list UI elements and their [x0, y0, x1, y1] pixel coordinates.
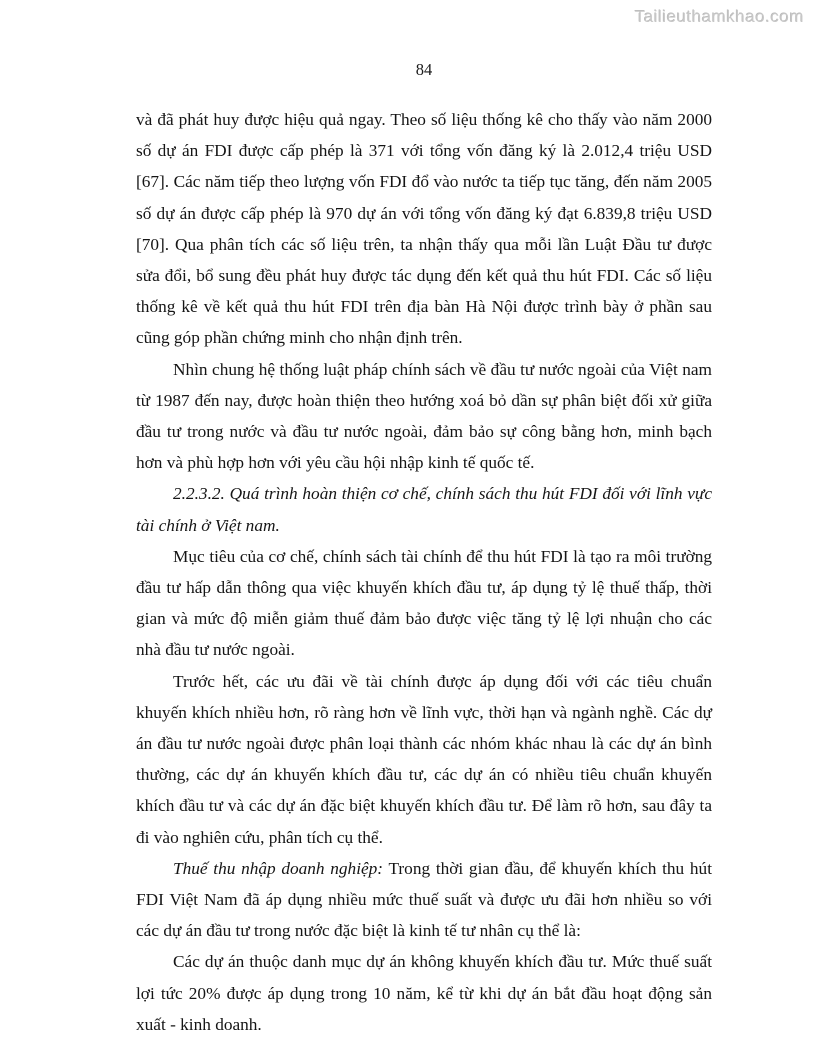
paragraph-legal-system-overview: Nhìn chung hệ thống luật pháp chính sách về đầu tư nước ngoài của Việt nam từ 1987 đến nay, được hoàn thiện theo hướng xoá bỏ dần sự phân biệt đối xử giữa đầu tư trong nước và đầu tư nước ngoài, đảm bảo sự công bằng hơn, minh bạch hơn và phù hợp hơn với yêu cầu hội nhập kinh tế quốc tế. [136, 359, 712, 473]
paragraph-lead-rest: Trong thời gian đầu, để khuyến khích thu hút FDI Việt Nam đã áp dụng nhiều mức thuế suất và được ưu đãi hơn nhiều so với các dự án đầu tư trong nước đặc biệt là kinh tế tư nhân cụ thể là: [136, 858, 712, 941]
watermark-text: Tailieuthamkhao.com [634, 7, 804, 26]
section-heading-2-2-3-2: 2.2.3.2. Quá trình hoàn thiện cơ chế, chính sách thu hút FDI đối với lĩnh vực tài chính ở Việt nam. [136, 484, 712, 535]
paragraph-policy-goal: Mục tiêu của cơ chế, chính sách tài chính để thu hút FDI là tạo ra môi trường đầu tư hấp dẫn thông qua việc khuyến khích đầu tư, áp dụng tỷ lệ thuế thấp, thời gian và mức độ miễn giảm thuế đảm bảo được việc tăng tỷ lệ lợi nhuận cho các nhà đầu tư nước ngoài. [136, 546, 712, 660]
paragraph-tax-rate-detail: Các dự án thuộc danh mục dự án không khuyến khích đầu tư. Mức thuế suất lợi tức 20% được áp dụng trong 10 năm, kể từ khi dự án bắt đầu hoạt động sản xuất - kinh doanh. [136, 952, 712, 1034]
paragraph-lead-italic: Thuế thu nhập doanh nghiệp: [173, 858, 384, 878]
paragraph-financial-incentives: Trước hết, các ưu đãi về tài chính được áp dụng đối với các tiêu chuẩn khuyến khích nhiều hơn, rõ ràng hơn về lĩnh vực, thời hạn và ngành nghề. Các dự án đầu tư nước ngoài được phân loại thành các nhóm khác nhau là các dự án bình thường, các dự án khuyến khích đầu tư, các dự án có nhiều tiêu chuẩn khuyến khích đầu tư và các dự án đặc biệt khuyến khích đầu tư. Để làm rõ hơn, sau đây ta đi vào nghiên cứu, phân tích cụ thể. [136, 671, 712, 847]
document-body [136, 104, 712, 1040]
paragraph-corporate-income-tax [136, 853, 712, 947]
page-number: 84 [415, 60, 433, 79]
paragraph-fdi-statistics: và đã phát huy được hiệu quả ngay. Theo số liệu thống kê cho thấy vào năm 2000 số dự án FDI được cấp phép là 371 với tổng vốn đăng ký là 2.012,4 triệu USD [67]. Các năm tiếp theo lượng vốn FDI đổ vào nước ta tiếp tục tăng, đến năm 2005 số dự án được cấp phép là 970 dự án với tổng vốn đăng ký đạt 6.839,8 triệu USD [70]. Qua phân tích các số liệu trên, ta nhận thấy qua mỗi lần Luật Đầu tư được sửa đổi, bổ sung đều phát huy được tác dụng đến kết quả thu hút FDI. Các số liệu thống kê về kết quả thu hút FDI trên địa bàn Hà Nội được trình bày ở phần sau cũng góp phần chứng minh cho nhận định trên. [136, 110, 712, 348]
